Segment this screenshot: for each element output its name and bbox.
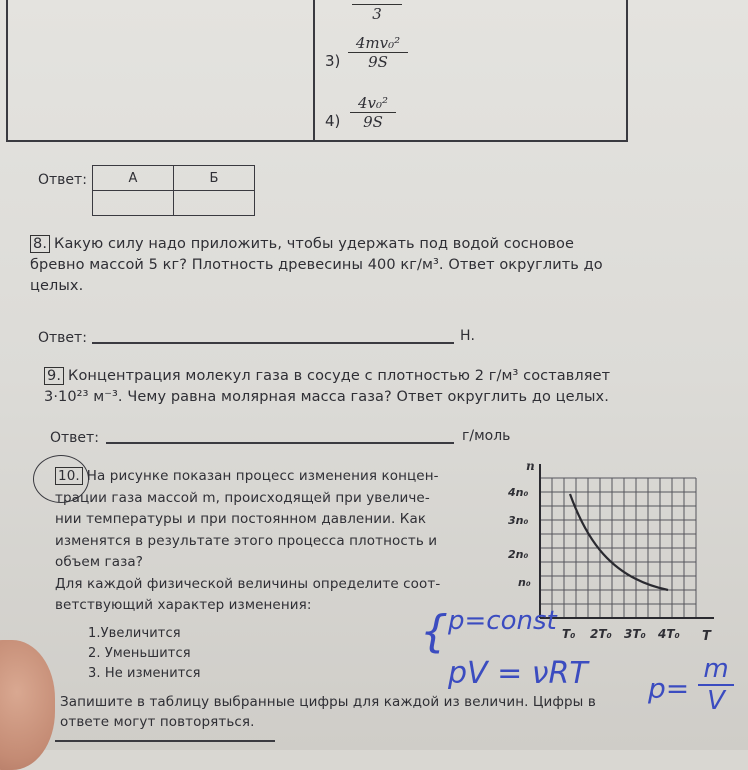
choice-1: 1.Увеличится <box>88 626 181 641</box>
choice-3: 3. Не изменится <box>88 666 201 681</box>
choice-2: 2. Уменьшится <box>88 646 191 661</box>
question-9-number: 9. <box>44 367 64 385</box>
answer-cell-b[interactable] <box>174 191 255 216</box>
option-4-fraction: $\frac{\text{4v₀²}}{9S}$ <box>350 94 396 131</box>
previous-question-frame <box>6 0 628 142</box>
question-10-number: 10. <box>55 467 83 485</box>
option-3-label: 3) <box>325 52 341 70</box>
handwritten-p-const: p=const <box>448 606 557 636</box>
q10-table-edge <box>55 740 275 742</box>
y-tick-n0: n₀ <box>518 576 531 589</box>
answer-col-a: А <box>93 166 174 191</box>
q8-unit: Н. <box>460 328 475 344</box>
answer-label: Ответ: <box>38 172 87 188</box>
question-8-number: 8. <box>30 235 50 253</box>
graph-y-axis-label: n <box>526 459 535 473</box>
q10-instructions: Запишите в таблицу выбранные цифры для каждой из величин. Цифры в ответе могут повторяться. <box>60 694 596 730</box>
question-9: 9. Концентрация молекул газа в сосуде с плотностью 2 г/м³ составляет 3·10²³ м⁻³. Чему равна молярная масса газа? Ответ округлить до целых. <box>44 368 611 405</box>
option-3-fraction: $\frac{\text{4mv₀²}}{9S}$ <box>348 34 408 71</box>
answer-table <box>92 165 255 216</box>
handwritten-density-lhs: p= <box>648 672 690 705</box>
q9-answer-field[interactable] <box>106 442 454 444</box>
y-tick-3n0: 3n₀ <box>508 514 529 527</box>
q9-unit: г/моль <box>462 428 511 444</box>
option-4-label: 4) <box>325 112 341 130</box>
q10-choices <box>88 624 201 684</box>
question-10: 10. На рисунке показан процесс изменения концен- трации газа массой m, происходящей при увеличе- нии температуры и при постоянном давлении. Как изменятся в результате этого процесса плотность и объем газа? Для каждой физической величины определите соот- ветствующий характер изменения: <box>55 468 441 613</box>
y-tick-2n0: 2n₀ <box>508 548 529 561</box>
handwritten-brace: { <box>420 606 448 657</box>
x-tick-2t0: 2T₀ <box>590 627 612 641</box>
handwritten-ideal-gas-law: pV = νRT <box>448 656 588 691</box>
handwritten-density-fraction: m V <box>698 654 734 716</box>
q8-answer-label: Ответ: <box>38 330 87 346</box>
answer-cell-a[interactable] <box>93 191 174 216</box>
x-tick-t0: T₀ <box>562 627 576 641</box>
q9-answer-label: Ответ: <box>50 430 99 446</box>
answer-col-b: Б <box>174 166 255 191</box>
y-tick-4n0: 4n₀ <box>508 486 529 499</box>
question-8: 8. Какую силу надо приложить, чтобы удержать под водой сосновое бревно массой 5 кг? Плотность древесины 400 кг/м³. Ответ округлить до целых. <box>30 236 603 294</box>
x-tick-4t0: 4T₀ <box>658 627 680 641</box>
graph-x-axis-label: T <box>702 629 711 644</box>
finger-in-photo <box>0 640 55 770</box>
option-2-fraction: 3 <box>352 0 402 23</box>
q8-answer-field[interactable] <box>92 342 454 344</box>
frame-divider <box>313 0 315 142</box>
x-tick-3t0: 3T₀ <box>624 627 646 641</box>
